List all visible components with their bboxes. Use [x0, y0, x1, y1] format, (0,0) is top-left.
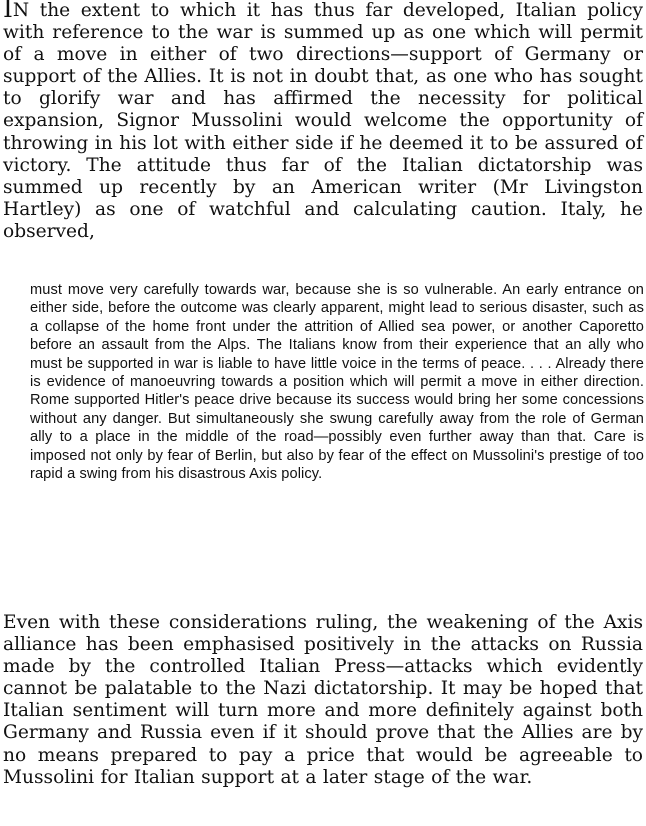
opening-paragraph: [3, 0, 643, 243]
block-quotation: must move very carefully towards war, because she is so vulnerable. An early entrance on either side, before the outcome was clearly apparent, might lead to serious disaster, such as a collapse of the home front under the attrition of Allied sea power, or another Caporetto before an assault from the Alps. The Italians know from their experience that an ally who must be supported in war is liable to have little voice in the terms of peace. . . . Already there is evidence of manoeuvring towards a position which will permit a move in either direction. Rome supported Hitler's peace drive because its success would bring her some concessions without any danger. But simultaneously she swung carefully away from the role of German ally to a place in the middle of the road—possibly even further away than that. Care is imposed not only by fear of Berlin, but also by fear of the effect on Mussolini's prestige of too rapid a swing from his disastrous Axis policy.: [30, 282, 644, 483]
closing-paragraph: Even with these considerations ruling, the weakening of the Axis alliance has been emphasised positively in the attacks on Russia made by the controlled Italian Press—attacks which evidently cannot be palatable to the Nazi dictatorship. It may be hoped that Italian sentiment will turn more and more definitely against both Germany and Russia even if it should prove that the Allies are by no means prepared to pay a price that would be agreeable to Mussolini for Italian support at a later stage of the war.: [3, 612, 643, 788]
opening-paragraph-text: N the extent to which it has thus far developed, Italian policy with reference to the war is summed up as one which will permit of a move in either of two directions—support of Germany or support of the Allies. It is not in doubt that, as one who has sought to glorify war and has affirmed the necessity for political expansion, Signor Mussolini would welcome the opportunity of throwing in his lot with either side if he deemed it to be assured of victory. The attitude thus far of the Italian dictatorship was summed up recently by an American writer (Mr Livingston Hartley) as one of watchful and calculating caution. Italy, he observed,: [3, 0, 643, 242]
drop-cap: I: [3, 0, 13, 23]
